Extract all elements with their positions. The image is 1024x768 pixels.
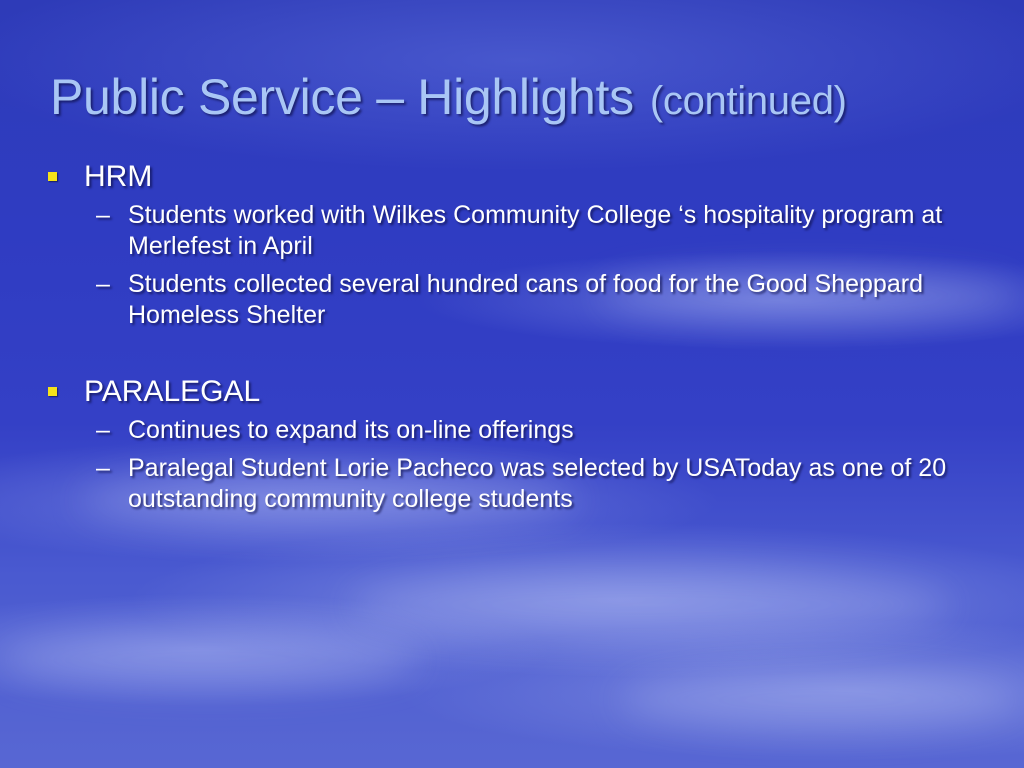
sub-bullet-item — [44, 453, 974, 515]
sub-bullet-text: Continues to expand its on-line offerings — [128, 416, 574, 444]
section-heading: HRM — [84, 160, 153, 193]
slide-title — [50, 68, 847, 126]
sub-bullet-item — [44, 269, 974, 331]
slide-title-suffix: (continued) — [649, 79, 847, 123]
sub-bullet-list — [44, 415, 974, 515]
dash-bullet-icon: – — [96, 201, 110, 229]
slide-content — [44, 158, 974, 557]
sub-bullet-text: Paralegal Student Lorie Pacheco was selected by USAToday as one of 20 outstanding community college students — [128, 454, 947, 513]
sub-bullet-list — [44, 200, 974, 331]
slide-title-main: Public Service – Highlights — [50, 69, 634, 125]
section-heading: PARALEGAL — [84, 375, 261, 408]
sub-bullet-item — [44, 415, 974, 446]
dash-bullet-icon: – — [96, 454, 110, 482]
sub-bullet-text: Students collected several hundred cans of food for the Good Sheppard Homeless Shelter — [128, 270, 923, 329]
square-bullet-icon — [48, 172, 57, 181]
section-hrm — [44, 158, 974, 331]
bullet-heading — [44, 158, 974, 196]
dash-bullet-icon: – — [96, 416, 110, 444]
dash-bullet-icon: – — [96, 270, 110, 298]
square-bullet-icon — [48, 387, 57, 396]
cloud-decoration — [350, 570, 950, 640]
bullet-heading — [44, 373, 974, 411]
sub-bullet-item — [44, 200, 974, 262]
sub-bullet-text: Students worked with Wilkes Community College ‘s hospitality program at Merlefest in April — [128, 201, 943, 260]
cloud-decoration — [620, 670, 1020, 730]
section-paralegal — [44, 373, 974, 515]
cloud-decoration — [0, 630, 420, 690]
